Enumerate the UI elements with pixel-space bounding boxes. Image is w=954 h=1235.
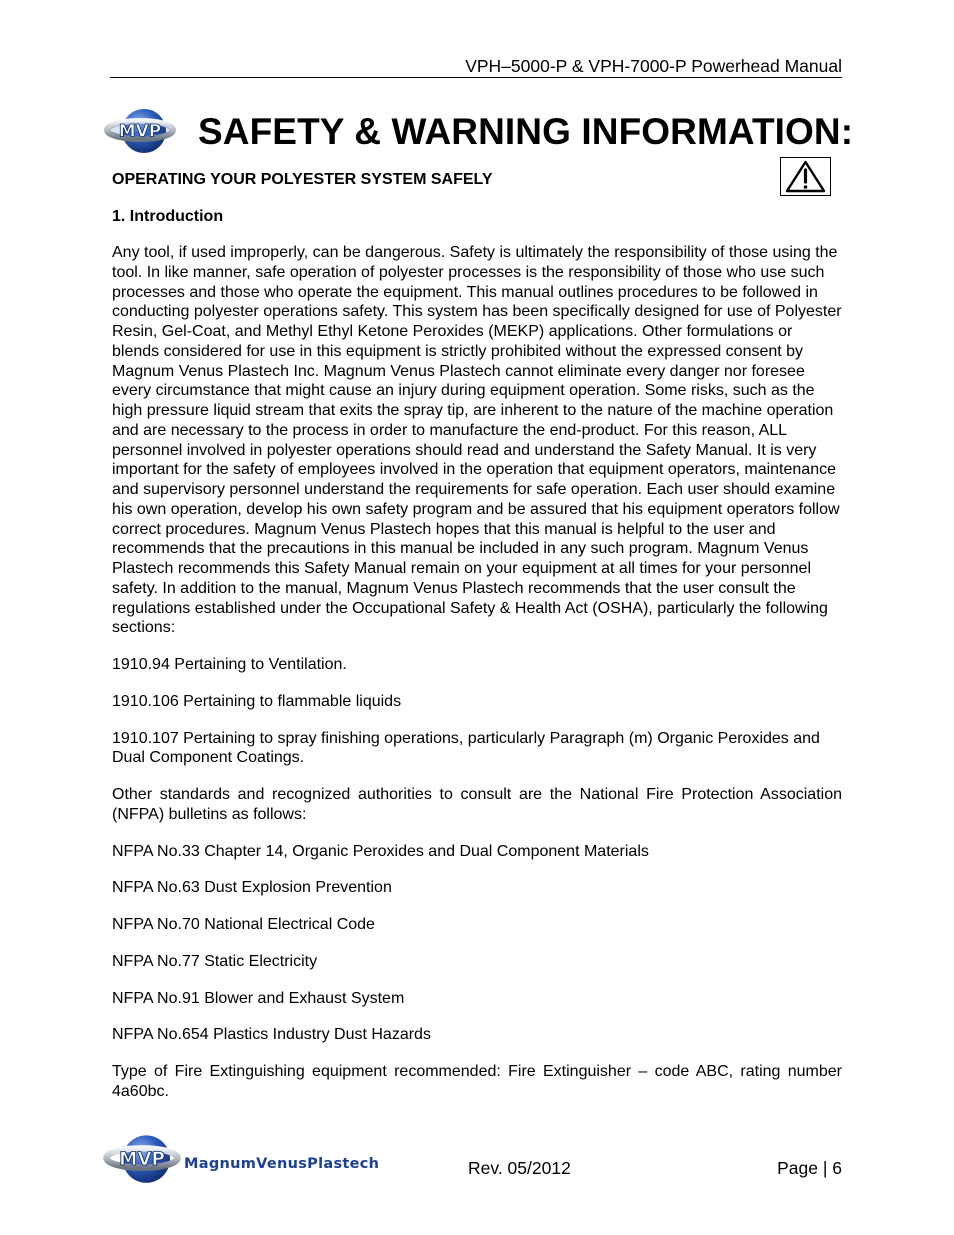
nfpa-654-item: NFPA No.654 Plastics Industry Dust Hazards	[112, 1026, 431, 1044]
warning-triangle-icon	[781, 158, 830, 195]
footer-mvp-logo-text: MVP	[119, 1149, 165, 1170]
running-header: VPH–5000-P & VPH-7000-P Powerhead Manual	[465, 56, 842, 76]
footer-page-number: Page | 6	[777, 1158, 842, 1178]
footer-brand-name: MagnumVenusPlastech	[184, 1156, 380, 1172]
page-title: SAFETY & WARNING INFORMATION:	[198, 111, 854, 152]
osha-section-spray-finishing: 1910.107 Pertaining to spray finishing operations, particularly Paragraph (m) Organic Peroxides and Dual Component Coatings.	[112, 729, 820, 767]
footer-revision: Rev. 05/2012	[468, 1158, 571, 1178]
section-heading: OPERATING YOUR POLYESTER SYSTEM SAFELY	[112, 171, 493, 188]
nfpa-33-item: NFPA No.33 Chapter 14, Organic Peroxides and Dual Component Materials	[112, 842, 649, 860]
subsection-heading: 1. Introduction	[112, 208, 224, 225]
footer-mvp-logo-icon	[102, 1130, 182, 1186]
header-rule	[110, 77, 842, 78]
intro-paragraph: Any tool, if used improperly, can be dangerous. Safety is ultimately the responsibility of those using the tool. In like manner, safe operation of polyester processes is the responsibility of those who use such processes and those who operate the equipment. This manual outlines procedures to be followed in conducting polyester operations safety. This system has been specifically designed for use of Polyester Resin, Gel-Coat, and Methyl Ethyl Ketone Peroxides (MEKP) applications. Other formulations or blends considered for use in this equipment is strictly prohibited without the expressed consent by Magnum Venus Plastech Inc. Magnum Venus Plastech cannot eliminate every danger nor foresee every circumstance that might cause an injury during equipment operation. Some risks, such as the high pressure liquid stream that exits the spray tip, are inherent to the nature of the machine operation and are necessary to the process in order to manufacture the end-product. For this reason, ALL personnel involved in polyester operations should read and understand the Safety Manual. It is very important for the safety of employees involved in the operation that equipment operators, maintenance and supervisory personnel understand the requirements for safe operation. Each user should examine his own operation, develop his own safety program and be assured that his equipment operators follow correct procedures. Magnum Venus Plastech hopes that this manual is helpful to the user and recommends that the precautions in this manual be included in any such program. Magnum Venus Plastech recommends this Safety Manual remain on your equipment at all times for your personnel safety. In addition to the manual, Magnum Venus Plastech recommends that the user consult the regulations established under the Occupational Safety & Health Act (OSHA), particularly the following sections:	[112, 244, 842, 637]
nfpa-70-item: NFPA No.70 National Electrical Code	[112, 916, 375, 933]
nfpa-63-item: NFPA No.63 Dust Explosion Prevention	[112, 879, 392, 897]
other-standards-paragraph: Other standards and recognized authorities to consult are the National Fire Protection Association (NFPA) bulletins as follows:	[112, 786, 842, 823]
mvp-logo-icon	[104, 104, 176, 156]
osha-section-ventilation: 1910.94 Pertaining to Ventilation.	[112, 656, 347, 673]
mvp-logo-text: MVP	[118, 121, 162, 142]
warning-box	[780, 157, 831, 196]
body-content	[112, 243, 842, 1119]
nfpa-77-item: NFPA No.77 Static Electricity	[112, 952, 318, 970]
nfpa-91-item: NFPA No.91 Blower and Exhaust System	[112, 989, 405, 1007]
fire-extinguisher-paragraph: Type of Fire Extinguishing equipment recommended: Fire Extinguisher – code ABC, rating number 4a60bc.	[112, 1063, 842, 1100]
osha-section-flammable-liquids: 1910.106 Pertaining to flammable liquids	[112, 692, 402, 710]
